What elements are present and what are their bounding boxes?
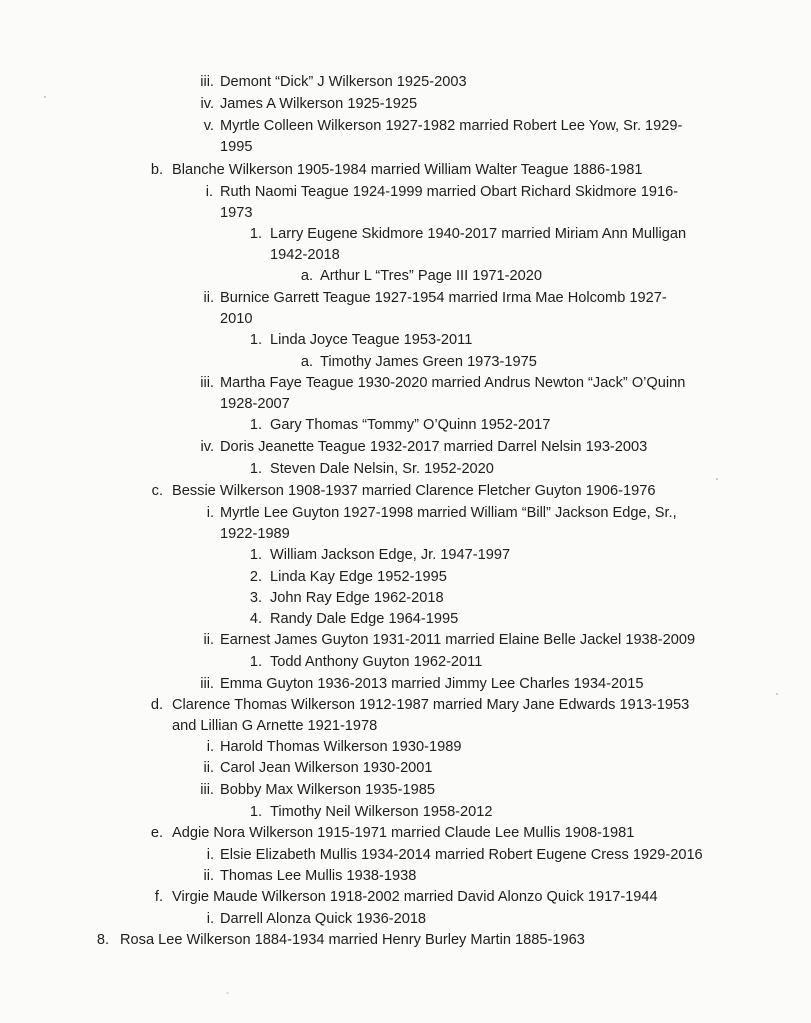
list-item-continuation: 1973 — [220, 205, 253, 221]
list-item — [0, 481, 811, 501]
list-item — [0, 674, 811, 694]
list-item — [0, 588, 811, 608]
list-item — [0, 373, 811, 393]
list-marker: ii. — [203, 760, 214, 776]
list-item-text: Doris Jeanette Teague 1932-2017 married Darrel Nelsin 193-2003 — [220, 439, 648, 455]
list-item-text: James A Wilkerson 1925-1925 — [220, 96, 418, 112]
list-item — [0, 437, 811, 457]
list-item — [0, 823, 811, 843]
list-item-text: Carol Jean Wilkerson 1930-2001 — [220, 760, 433, 776]
list-item-text: Larry Eugene Skidmore 1940-2017 married Miriam Ann Mulligan — [270, 226, 687, 242]
list-item — [0, 887, 811, 907]
list-marker: ii. — [203, 632, 214, 648]
list-marker: 1. — [249, 461, 262, 477]
list-item — [0, 909, 811, 929]
list-item-text: Clarence Thomas Wilkerson 1912-1987 married Mary Jane Edwards 1913-1953 — [172, 697, 690, 713]
list-item — [0, 288, 811, 308]
list-item-text: Darrell Alonza Quick 1936-2018 — [220, 911, 427, 927]
list-item-text: Timothy James Green 1973-1975 — [320, 354, 537, 370]
list-item — [0, 758, 811, 778]
list-marker: i. — [206, 739, 214, 755]
list-item — [0, 567, 811, 587]
list-marker: a. — [300, 354, 313, 370]
list-item-text: Burnice Garrett Teague 1927-1954 married Irma Mae Holcomb 1927- — [220, 290, 667, 306]
list-item-text: Arthur L “Tres” Page III 1971-2020 — [320, 268, 542, 284]
list-item — [0, 802, 811, 822]
list-item — [0, 630, 811, 650]
list-item-text: Randy Dale Edge 1964-1995 — [270, 611, 459, 627]
list-item — [0, 415, 811, 435]
list-item-continuation: 1922-1989 — [220, 526, 290, 542]
list-marker: 1. — [249, 804, 262, 820]
list-item-text: Todd Anthony Guyton 1962-2011 — [270, 654, 483, 670]
list-item — [0, 780, 811, 800]
list-marker: 1. — [249, 226, 262, 242]
list-item-text: Myrtle Lee Guyton 1927-1998 married William “Bill” Jackson Edge, Sr., — [220, 505, 677, 521]
list-marker: a. — [300, 268, 313, 284]
list-item — [0, 352, 811, 372]
list-marker: iii. — [200, 782, 214, 798]
list-marker: iii. — [200, 74, 214, 90]
list-item — [0, 845, 811, 865]
list-item-continuation: 2010 — [220, 311, 253, 327]
list-item-text: Thomas Lee Mullis 1938-1938 — [220, 868, 417, 884]
list-item-text: Earnest James Guyton 1931-2011 married Elaine Belle Jackel 1938-2009 — [220, 632, 696, 648]
list-item-text: Adgie Nora Wilkerson 1915-1971 married Claude Lee Mullis 1908-1981 — [172, 825, 635, 841]
list-item — [0, 182, 811, 202]
list-item-text: Demont “Dick” J Wilkerson 1925-2003 — [220, 74, 467, 90]
list-item — [0, 545, 811, 565]
list-item-text: Blanche Wilkerson 1905-1984 married William Walter Teague 1886-1981 — [172, 162, 643, 178]
list-marker: e. — [150, 825, 163, 841]
list-item — [0, 503, 811, 523]
list-item — [0, 72, 811, 92]
list-marker: ii. — [203, 290, 214, 306]
list-item-text: Linda Kay Edge 1952-1995 — [270, 569, 447, 585]
list-item — [0, 330, 811, 350]
list-item-text: Steven Dale Nelsin, Sr. 1952-2020 — [270, 461, 494, 477]
list-marker: 3. — [249, 590, 262, 606]
list-marker: iv. — [200, 439, 214, 455]
list-marker: 8. — [96, 932, 109, 948]
list-marker: 4. — [249, 611, 262, 627]
list-item — [0, 160, 811, 180]
list-item-text: Ruth Naomi Teague 1924-1999 married Obart Richard Skidmore 1916- — [220, 184, 679, 200]
list-marker: d. — [150, 697, 163, 713]
list-item-text: Gary Thomas “Tommy” O’Quinn 1952-2017 — [270, 417, 551, 433]
list-item — [0, 930, 811, 950]
list-item-text: Bessie Wilkerson 1908-1937 married Clarence Fletcher Guyton 1906-1976 — [172, 483, 656, 499]
list-item-continuation: and Lillian G Arnette 1921-1978 — [172, 718, 378, 734]
list-item-text: Bobby Max Wilkerson 1935-1985 — [220, 782, 435, 798]
list-item-text: Emma Guyton 1936-2013 married Jimmy Lee Charles 1934-2015 — [220, 676, 644, 692]
list-item-text: Harold Thomas Wilkerson 1930-1989 — [220, 739, 462, 755]
scan-speck — [716, 478, 718, 480]
list-marker: 1. — [249, 417, 262, 433]
list-item-text: Linda Joyce Teague 1953-2011 — [270, 332, 473, 348]
scan-speck — [226, 992, 229, 994]
list-item — [0, 94, 811, 114]
list-item-continuation: 1995 — [220, 139, 253, 155]
list-marker: ii. — [203, 868, 214, 884]
list-marker: v. — [203, 118, 214, 134]
list-marker: i. — [205, 184, 213, 200]
list-item — [0, 695, 811, 715]
list-marker: iv. — [200, 96, 214, 112]
list-item-continuation: 1942-2018 — [270, 247, 340, 263]
list-item-text: William Jackson Edge, Jr. 1947-1997 — [270, 547, 511, 563]
list-item-text: Myrtle Colleen Wilkerson 1927-1982 married Robert Lee Yow, Sr. 1929- — [220, 118, 683, 134]
list-item — [0, 116, 811, 136]
list-item — [0, 609, 811, 629]
list-marker: i. — [206, 847, 214, 863]
list-item — [0, 459, 811, 479]
list-marker: i. — [206, 505, 214, 521]
list-marker: f. — [154, 889, 163, 905]
list-item — [0, 737, 811, 757]
list-marker: iii. — [200, 676, 214, 692]
list-item-text: Elsie Elizabeth Mullis 1934-2014 married Robert Eugene Cress 1929-2016 — [220, 847, 703, 863]
scan-speck — [44, 96, 46, 98]
list-item-text: Timothy Neil Wilkerson 1958-2012 — [270, 804, 493, 820]
list-marker: c. — [151, 483, 163, 499]
list-item-text: John Ray Edge 1962-2018 — [270, 590, 444, 606]
list-marker: 1. — [249, 654, 262, 670]
list-item-text: Martha Faye Teague 1930-2020 married Andrus Newton “Jack” O’Quinn — [220, 375, 686, 391]
list-item — [0, 224, 811, 244]
list-item-continuation: 1928-2007 — [220, 396, 290, 412]
list-marker: i. — [206, 911, 214, 927]
list-marker: 2. — [249, 569, 262, 585]
list-item — [0, 866, 811, 886]
list-item-text: Virgie Maude Wilkerson 1918-2002 married David Alonzo Quick 1917-1944 — [172, 889, 658, 905]
list-marker: 1. — [249, 547, 262, 563]
list-marker: b. — [150, 162, 163, 178]
list-marker: 1. — [249, 332, 262, 348]
list-item-text: Rosa Lee Wilkerson 1884-1934 married Henry Burley Martin 1885-1963 — [120, 932, 585, 948]
list-item — [0, 652, 811, 672]
scan-speck — [776, 693, 778, 695]
list-item — [0, 266, 811, 286]
list-marker: iii. — [200, 375, 214, 391]
